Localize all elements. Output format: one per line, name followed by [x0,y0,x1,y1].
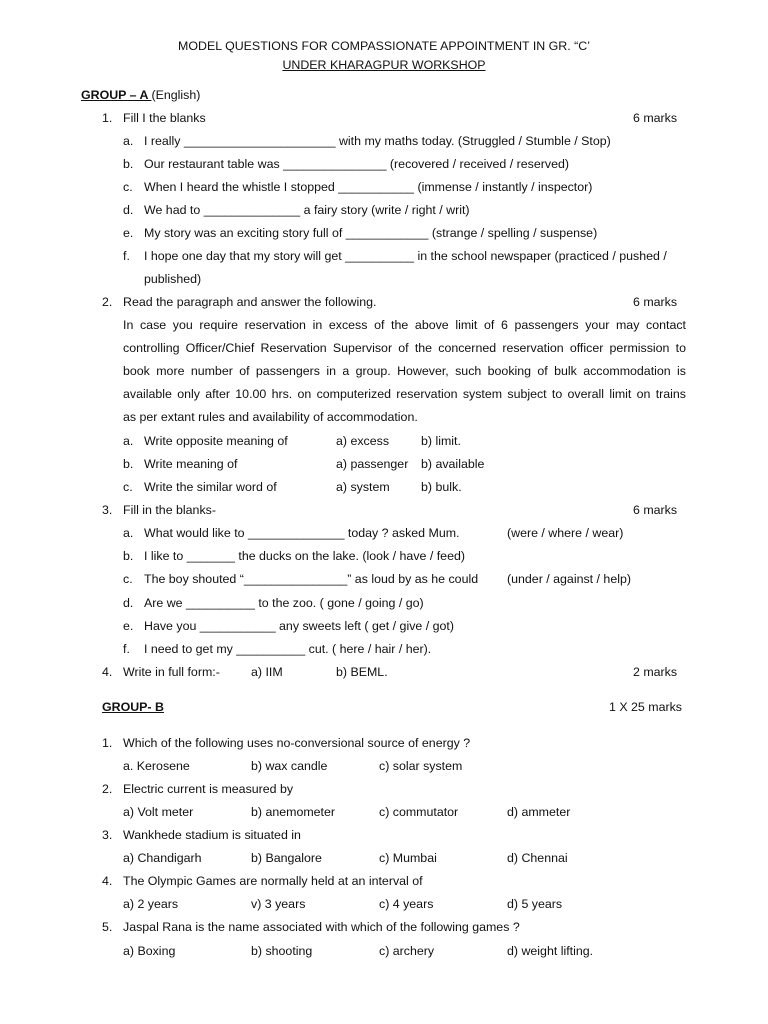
q1-item-text: When I heard the whistle I stopped ___________ (immense / instantly / inspector) [144,180,593,194]
mcq-number: 1. [102,736,113,750]
mcq-option: a) Volt meter [123,805,194,819]
q3-item-text: I need to get my __________ cut. ( here / hair / her). [144,642,432,656]
mcq-option: d) Chennai [507,851,568,865]
q3-item-options: (under / against / help) [507,572,631,586]
mcq-option: a) Chandigarh [123,851,202,865]
mcq-option: c) commutator [379,805,459,819]
group-a-label: GROUP – A [81,88,152,102]
q1-item-text: I really ______________________ with my maths today. (Struggled / Stumble / Stop) [144,134,611,148]
q2-item-option: a) passenger [336,457,409,471]
mcq-option: d) ammeter [507,805,571,819]
q3-item-label: a. [123,526,134,540]
q1-item-text: Our restaurant table was _______________ (recovered / received / reserved) [144,157,569,171]
paragraph-line: as per extant rules and availability of accommodation. [123,410,418,424]
mcq-option: b) shooting [251,944,313,958]
q1-item-label: a. [123,134,134,148]
q3-item-label: e. [123,619,134,633]
q3-text: Fill in the blanks- [123,503,216,517]
mcq-option: c) Mumbai [379,851,437,865]
q1-item-text: My story was an exciting story full of ____________ (strange / spelling / suspense) [144,226,598,240]
paragraph-line: available only after 10.00 hrs. on computerized reservation system subject to overall limit on trains [123,387,686,401]
q1-marks: 6 marks [633,111,678,125]
q2-number: 2. [102,295,113,309]
mcq-question: Which of the following uses no-conversional source of energy ? [123,736,471,750]
q3-number: 3. [102,503,113,517]
q1-item-label: d. [123,203,134,217]
group-a-heading [81,88,200,103]
q2-item-option: a) excess [336,434,390,448]
q2-item-text: Write the similar word of [144,480,277,494]
q3-item-text: What would like to ______________ today ? asked Mum. [144,526,460,540]
q3-item-label: f. [123,642,130,656]
q3-item-options: (were / where / wear) [507,526,624,540]
mcq-option: b) anemometer [251,805,336,819]
q3-item-label: d. [123,596,134,610]
q4-option: a) IIM [251,665,283,679]
q1-item-label: b. [123,157,134,171]
mcq-option: c) archery [379,944,435,958]
q1-item-text: I hope one day that my story will get __________ in the school newspaper (practiced / pushed / [144,249,667,263]
paragraph-line: book more number of passengers in a group. However, such booking of bulk accommodation is [123,364,686,378]
q2-text: Read the paragraph and answer the following. [123,295,377,309]
q1-number: 1. [102,111,113,125]
q4-text: Write in full form:- [123,665,220,679]
q3-item-label: c. [123,572,133,586]
q2-marks: 6 marks [633,295,678,309]
mcq-number: 3. [102,828,113,842]
mcq-question: Jaspal Rana is the name associated with which of the following games ? [123,920,520,934]
mcq-option: b) Bangalore [251,851,322,865]
q3-item-text: The boy shouted “_______________” as loud by as he could [144,572,479,586]
q2-item-option: a) system [336,480,390,494]
q2-item-option: b) limit. [421,434,461,448]
mcq-question: Electric current is measured by [123,782,294,796]
group-b-heading: GROUP- B [102,700,164,714]
q3-marks: 6 marks [633,503,678,517]
mcq-option: a) 2 years [123,897,179,911]
q1-item-label: e. [123,226,134,240]
q1-item-text: We had to ______________ a fairy story (write / right / writ) [144,203,470,217]
q4-marks: 2 marks [633,665,678,679]
q1-text: Fill I the blanks [123,111,206,125]
mcq-question: The Olympic Games are normally held at an interval of [123,874,423,888]
q2-item-option: b) available [421,457,485,471]
q4-option: b) BEML. [336,665,388,679]
q3-item-text: I like to _______ the ducks on the lake. (look / have / feed) [144,549,465,563]
q4-number: 4. [102,665,113,679]
paragraph-line: controlling Officer/Chief Reservation Supervisor of the concerned reservation officer permission to [123,341,686,355]
q2-item-label: c. [123,480,133,494]
mcq-option: a. Kerosene [123,759,190,773]
document-subtitle: UNDER KHARAGPUR WORKSHOP [282,58,486,72]
mcq-option: b) wax candle [251,759,328,773]
q2-item-label: a. [123,434,134,448]
mcq-option: c) solar system [379,759,463,773]
mcq-number: 2. [102,782,113,796]
mcq-option: v) 3 years [251,897,306,911]
mcq-option: a) Boxing [123,944,176,958]
q1-item-continuation: published) [144,272,202,286]
q3-item-text: Have you ___________ any sweets left ( get / give / got) [144,619,454,633]
q2-item-option: b) bulk. [421,480,462,494]
mcq-number: 4. [102,874,113,888]
mcq-option: c) 4 years [379,897,434,911]
q1-item-label: c. [123,180,133,194]
mcq-number: 5. [102,920,113,934]
group-b-marks: 1 X 25 marks [609,700,682,714]
document-title: MODEL QUESTIONS FOR COMPASSIONATE APPOINTMENT IN GR. “C’ [178,39,590,53]
q3-item-label: b. [123,549,134,563]
paragraph-line: In case you require reservation in excess of the above limit of 6 passengers your may contact [123,318,686,332]
q2-item-text: Write meaning of [144,457,238,471]
mcq-option: d) 5 years [507,897,563,911]
q2-item-label: b. [123,457,134,471]
q2-item-text: Write opposite meaning of [144,434,288,448]
q3-item-text: Are we __________ to the zoo. ( gone / going / go) [144,596,424,610]
mcq-question: Wankhede stadium is situated in [123,828,301,842]
q1-item-label: f. [123,249,130,263]
group-a-subject: (English) [151,88,201,102]
mcq-option: d) weight lifting. [507,944,594,958]
